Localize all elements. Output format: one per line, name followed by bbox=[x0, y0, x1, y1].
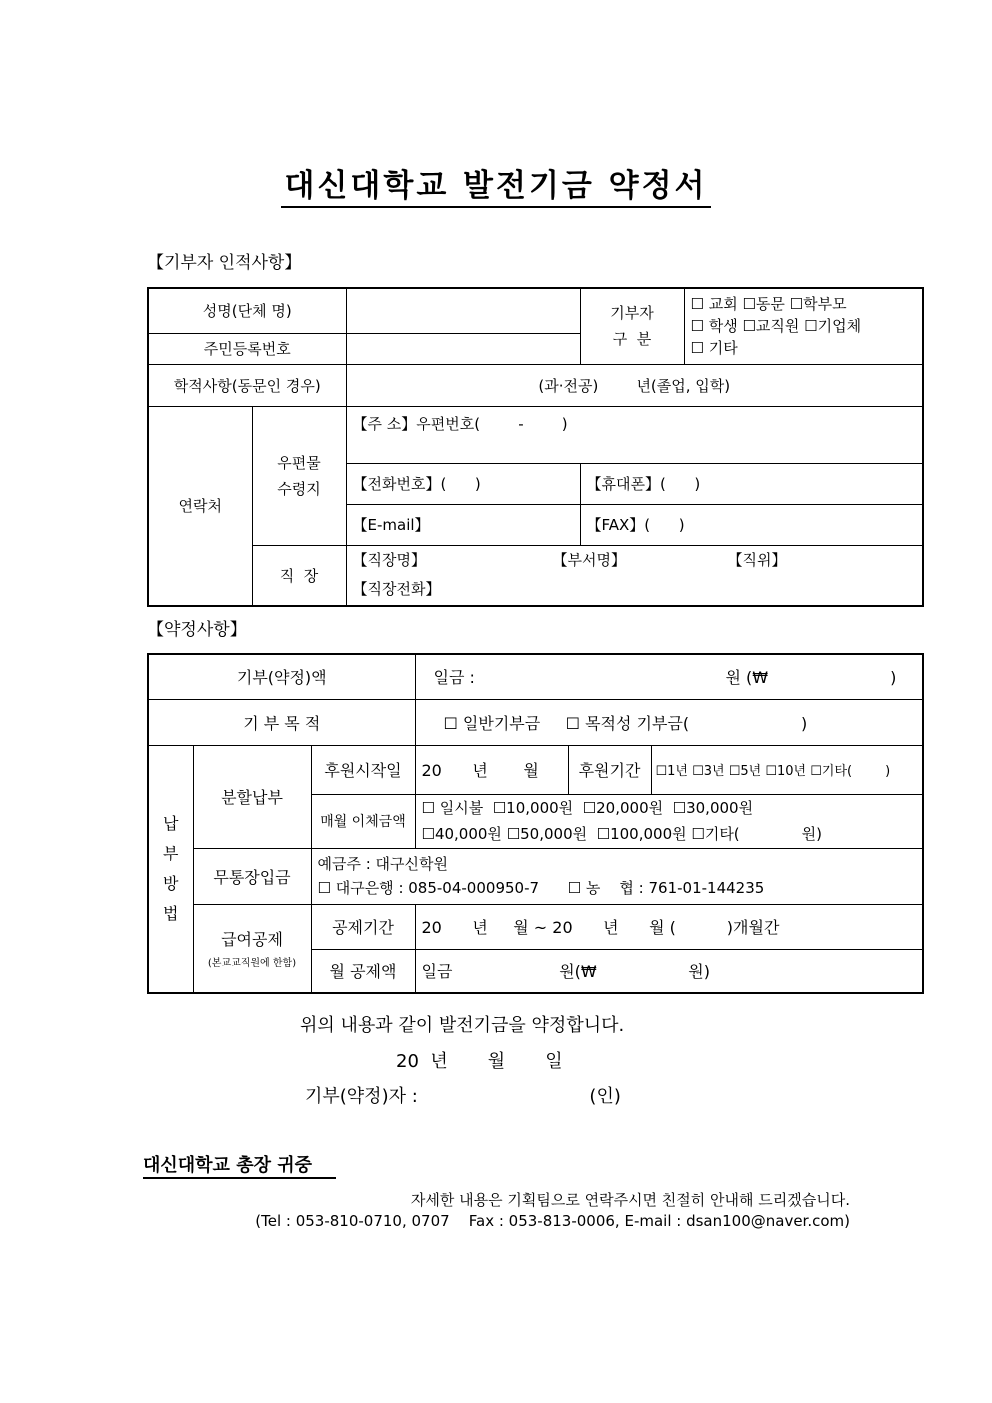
mail-recipient-label: 우편물 수령지 bbox=[252, 406, 346, 545]
academic-field[interactable]: (과·전공) 년(졸업, 입학) bbox=[346, 364, 923, 406]
recipient: 대신대학교 총장 귀중 bbox=[143, 1151, 336, 1179]
email-field[interactable]: 【E-mail】 bbox=[346, 504, 580, 545]
section-donor-info: 【기부자 인적사항】 bbox=[147, 253, 302, 273]
start-date-field[interactable]: 20 년 월 bbox=[415, 745, 568, 794]
payment-method-label: 납부방법 bbox=[148, 745, 193, 993]
date-line[interactable]: 20 년 월 일 bbox=[396, 1051, 563, 1072]
workplace-label: 직 장 bbox=[252, 545, 346, 606]
start-date-label: 후원시작일 bbox=[311, 745, 415, 794]
purpose-label: 기 부 목 적 bbox=[148, 699, 415, 745]
fax-field[interactable]: 【FAX】( ) bbox=[580, 504, 923, 545]
installment-label: 분할납부 bbox=[193, 745, 311, 848]
bank-transfer-label: 무통장입금 bbox=[193, 848, 311, 904]
rrn-label: 주민등록번호 bbox=[148, 333, 346, 364]
work-position-field: 【직위】 bbox=[727, 551, 787, 570]
donor-type-row-3: ☐ 기타 bbox=[690, 339, 738, 358]
deduction-period-label: 공제기간 bbox=[311, 904, 415, 949]
workplace-fields[interactable] bbox=[346, 545, 923, 606]
period-label: 후원기간 bbox=[568, 745, 651, 794]
monthly-deduction-label: 월 공제액 bbox=[311, 949, 415, 993]
donor-type-row-2: ☐ 학생 ☐교직원 ☐기업체 bbox=[690, 317, 862, 336]
donor-info-table bbox=[147, 287, 924, 607]
payroll-deduction-label: 급여공제 (본교교직원에 한함) bbox=[193, 904, 311, 993]
work-phone-field: 【직장전화】 bbox=[352, 580, 441, 599]
phone-field[interactable]: 【전화번호】( ) bbox=[346, 463, 580, 504]
monthly-amount-label: 매월 이체금액 bbox=[311, 794, 415, 848]
donor-type-options[interactable] bbox=[684, 288, 923, 364]
rrn-field[interactable] bbox=[346, 333, 580, 364]
academic-label: 학적사항(동문인 경우) bbox=[148, 364, 346, 406]
bank-transfer-info[interactable]: 예금주 : 대구신학원 ☐ 대구은행 : 085-04-000950-7 ☐ 농 협 : 761-01-144235 bbox=[311, 848, 923, 904]
signer-line[interactable]: 기부(약정)자 : (인) bbox=[305, 1086, 621, 1107]
address-field[interactable]: 【주 소】우편번호( - ) bbox=[346, 406, 923, 463]
section-pledge: 【약정사항】 bbox=[147, 620, 247, 640]
donor-type-row-1: ☐ 교회 ☐동문 ☐학부모 bbox=[690, 295, 847, 314]
monthly-amount-options[interactable]: ☐ 일시불 ☐10,000원 ☐20,000원 ☐30,000원 ☐40,000원 ☐50,000원 ☐100,000원 ☐기타( 원) bbox=[415, 794, 923, 848]
contact-info-2: (Tel : 053-810-0710, 0707 Fax : 053-813-0006, E-mail : dsan100@naver.com) bbox=[255, 1212, 850, 1230]
deduction-period-field[interactable]: 20 년 월 ~ 20 년 월 ( )개월간 bbox=[415, 904, 923, 949]
work-dept-field: 【부서명】 bbox=[552, 551, 626, 570]
contact-info-1: 자세한 내용은 기획팀으로 연락주시면 친절히 안내해 드리겠습니다. bbox=[410, 1191, 850, 1209]
amount-label: 기부(약정)액 bbox=[148, 654, 415, 699]
pledge-table bbox=[147, 653, 924, 994]
contact-label: 연락처 bbox=[148, 406, 252, 606]
pledge-statement: 위의 내용과 같이 발전기금을 약정합니다. bbox=[300, 1015, 625, 1036]
document-title: 대신대학교 발전기금 약정서 bbox=[0, 160, 992, 205]
name-field[interactable] bbox=[346, 288, 580, 333]
work-name-field: 【직장명】 bbox=[352, 551, 426, 570]
name-label: 성명(단체 명) bbox=[148, 288, 346, 333]
period-options[interactable]: ☐1년 ☐3년 ☐5년 ☐10년 ☐기타( ) bbox=[651, 745, 923, 794]
monthly-deduction-field[interactable]: 일금 원(₩ 원) bbox=[415, 949, 923, 993]
payroll-note: (본교교직원에 한함) bbox=[207, 958, 297, 970]
purpose-options[interactable]: ☐ 일반기부금 ☐ 목적성 기부금( ) bbox=[415, 699, 923, 745]
donor-type-label: 기부자 구 분 bbox=[580, 288, 684, 364]
mobile-field[interactable]: 【휴대폰】( ) bbox=[580, 463, 923, 504]
amount-field[interactable]: 일금 : 원 (₩ ) bbox=[415, 654, 923, 699]
